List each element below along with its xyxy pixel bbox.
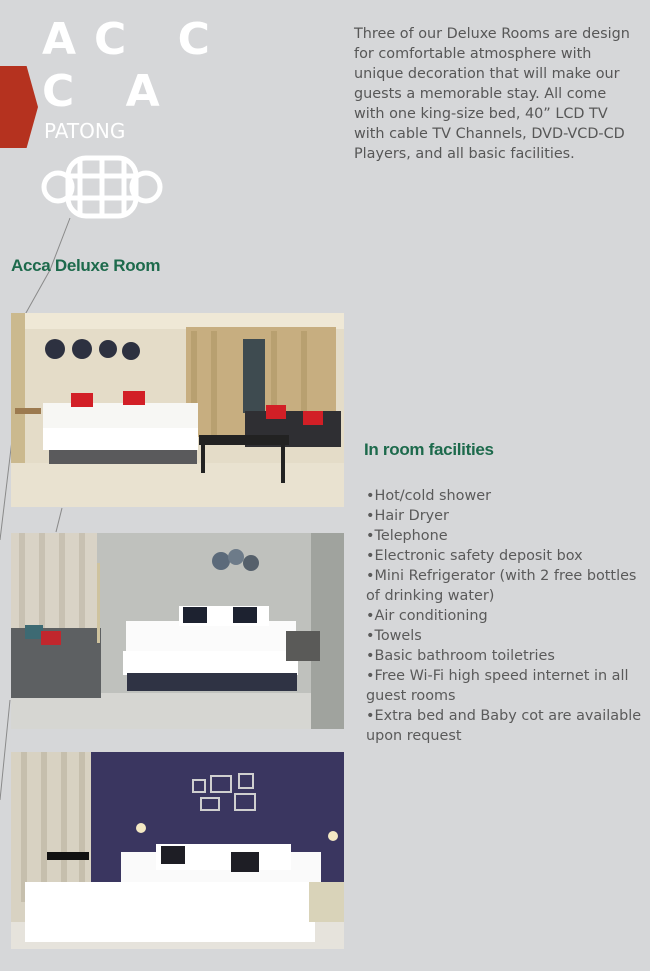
room-photo-3 <box>11 752 344 949</box>
intro-paragraph: Three of our Deluxe Rooms are design for comfortable atmosphere with unique decoration that will make our guests a memorable stay. All come with one king-size bed, 40” LCD TV with cable TV Channels, DVD-VCD-CD Players, and all basic facilities. <box>354 26 630 162</box>
list-item: • Hair Dryer <box>366 506 650 526</box>
facilities-list <box>366 486 650 746</box>
list-item: • Electronic safety deposit box <box>366 546 650 566</box>
list-item: • Extra bed and Baby cot are available upon request <box>366 706 650 746</box>
list-item: • Basic bathroom toiletries <box>366 646 650 666</box>
endless-knot-logo-icon <box>40 150 164 224</box>
list-item: • Towels <box>366 626 650 646</box>
facilities-title: In room facilities <box>364 440 494 459</box>
list-item: • Free Wi-Fi high speed internet in all guest rooms <box>366 666 650 706</box>
room-title: Acca Deluxe Room <box>11 256 161 275</box>
room-photo-1 <box>11 313 344 507</box>
list-item: • Air conditioning <box>366 606 650 626</box>
list-item: • Telephone <box>366 526 650 546</box>
room-photo-2 <box>11 533 344 729</box>
list-item: • Mini Refrigerator (with 2 free bottles of drinking water) <box>366 566 650 606</box>
logo-line-1: AC C <box>42 14 228 65</box>
list-item: • Hot/cold shower <box>366 486 650 506</box>
logo-subtitle: PATONG <box>44 119 126 143</box>
logo-line-2: C A <box>42 66 178 117</box>
